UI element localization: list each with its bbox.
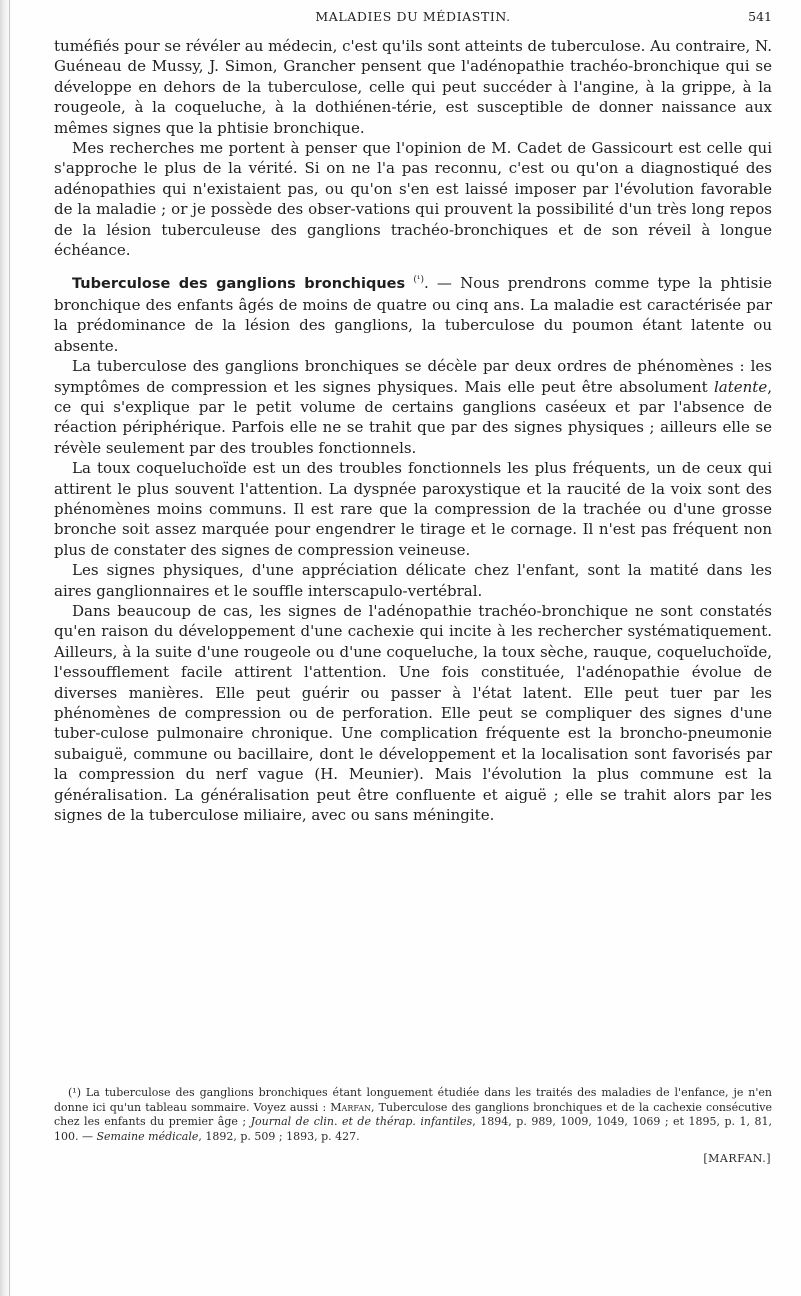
footnote-text-b: , Tuberculose des ganglions bronchiques et de la cachexie consécutive chez les enfants du premier âge ; (54, 1100, 772, 1129)
paragraph-continuation: tuméfiés pour se révéler au médecin, c'est qu'ils sont atteints de tuberculose. Au contraire, N. Guéneau de Mussy, J. Simon, Grancher pensent que l'adénopathie trachéo-bronchique qui se développe en dehors de la tuberculose, celle qui peut succéder à l'angine, à la grippe, à la rougeole, à la coqueluche, à la dothiénen-térie, est susceptible de donner naissance aux mêmes signes que la phtisie bronchique. (54, 37, 772, 137)
paragraph-phenomena (54, 356, 772, 458)
paragraph-toux: La toux coqueluchoïde est un des troubles fonctionnels les plus fréquents, un de ceux qui attirent le plus souvent l'attention. La dyspnée paroxystique et la raucité de la voix sont des phénomènes moins communs. Il est rare que la compression de la trachée ou d'une grosse bronche soit assez marquée pour engendrer le tirage et le cornage. Il n'est pas fréquent non plus de constater des signes de compression veineuse. (54, 459, 772, 559)
paragraph-signes-physiques: Les signes physiques, d'une appréciation délicate chez l'enfant, sont la matité dans les aires ganglionnaires et le souffle interscapulo-vertébral. (54, 561, 772, 600)
footnote-journal: Journal de clin. et de thérap. infantiles (250, 1115, 473, 1129)
footnote-author: Marfan (330, 1100, 371, 1114)
body-text (54, 36, 772, 825)
binding-line (9, 0, 10, 1296)
author-signature: [MARFAN.] (703, 1152, 771, 1165)
footnote-reference: (¹) (413, 275, 424, 286)
footnote-text-c: , 1894, p. 989, 1009, 1049, 1069 ; et 1895, p. 1, 81, 100. — (54, 1115, 773, 1143)
footnote-journal-2: Semaine médicale (96, 1129, 199, 1143)
binding-edge (0, 0, 12, 1296)
footnote-text-a: La tuberculose des ganglions bronchiques étant longuement étudiée dans les traités des maladies de l'enfance, je n'en donne ici qu'un tableau sommaire. Voyez aussi : (54, 1086, 772, 1114)
latente-term: latente (714, 377, 768, 396)
footnote-mark: (¹) (68, 1086, 81, 1099)
page-number: 541 (748, 9, 772, 24)
running-title: MALADIES DU MÉDIASTIN. (315, 9, 511, 24)
footnote-text-d: , 1892, p. 509 ; 1893, p. 427. (198, 1129, 360, 1143)
section-title: Tuberculose des ganglions bronchiques (72, 276, 406, 293)
paragraph-section-intro (54, 273, 772, 356)
section-intro-text: . — Nous prendrons comme type la phtisie bronchique des enfants âgés de moins de quatre ou cinq ans. La maladie est caractérisée par la prédominance de la lésion des ganglions, la tuberculose du poumon étant latente ou absente. (54, 274, 772, 355)
phenomena-text-a: La tuberculose des ganglions bronchiques se décèle par deux ordres de phénomènes : les symptômes de compression et les signes physiques. Mais elle peut être absolument (54, 357, 772, 396)
paragraph-evolution: Dans beaucoup de cas, les signes de l'adénopathie trachéo-bronchique ne sont constatés qu'en raison du développement d'une cachexie qui incite à les rechercher systématiquement. Ailleurs, à la suite d'une rougeole ou d'une coqueluche, la toux sèche, rauque, coqueluchoïde, l'essoufflement facile attirent l'attention. Une fois constituée, l'adénopathie évolue de diverses manières. Elle peut guérir ou passer à l'état latent. Elle peut tuer par les phénomènes de compression ou de perforation. Elle peut se compliquer des signes d'une tuber-culose pulmonaire chronique. Une complication fréquente est la broncho-pneumonie subaiguë, commune ou bacillaire, dont le développement et la localisation sont favorisés par la compression du nerf vague (H. Meunier). Mais l'évolution la plus commune est la généralisation. La généralisation peut être confluente et aiguë ; elle se trahit alors par les signes de la tuberculose miliaire, avec ou sans méningite. (54, 601, 772, 825)
phenomena-text-b: , ce qui s'explique par le petit volume de certains ganglions caséeux et par l'absence de réaction périphérique. Parfois elle ne se trahit que par des signes physiques ; ailleurs elle se révèle seulement par des troubles fonctionnels. (54, 377, 772, 457)
running-head (54, 6, 772, 28)
paragraph-opinion: Mes recherches me portent à penser que l'opinion de M. Cadet de Gassicourt est celle qui s'approche le plus de la vérité. Si on ne l'a pas reconnu, c'est ou qu'on a diagnostiqué des adénopathies qui n'existaient pas, ou qu'on s'en est laissé imposer par l'évolution favorable de la maladie ; or je possède des obser-vations qui prouvent la possibilité d'un très long repos de la lésion tuberculeuse des ganglions trachéo-bronchiques et de son réveil à longue échéance. (54, 139, 772, 260)
footnote (54, 1086, 772, 1144)
